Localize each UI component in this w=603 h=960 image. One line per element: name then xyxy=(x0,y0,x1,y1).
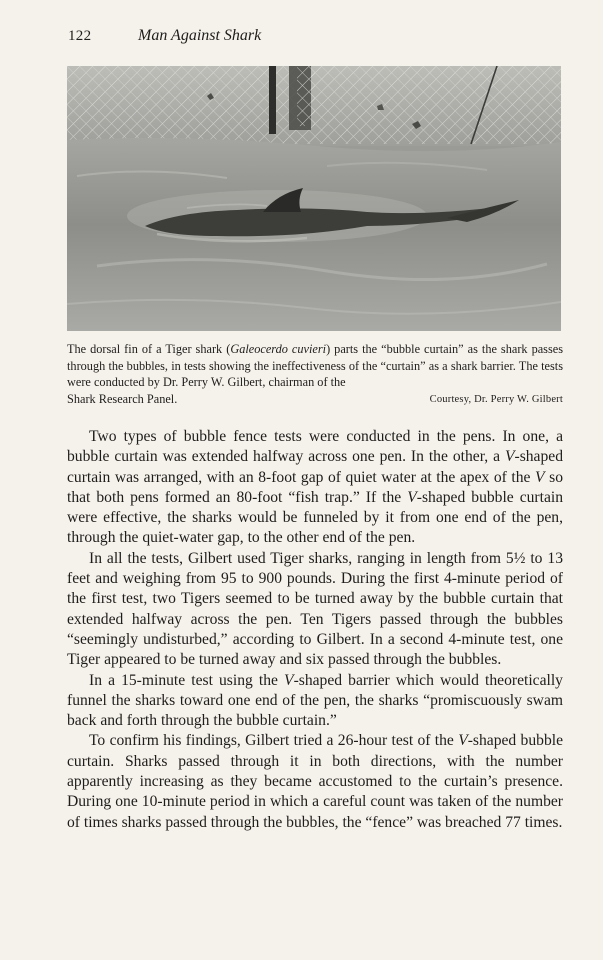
page-header xyxy=(68,26,573,50)
paragraph-1: Two types of bubble fence tests were conducted in the pens. In one, a bubble curtain was extended halfway across one pen. In the other, a V-shaped curtain was arranged, with an 8-foot gap of quiet water at the apex of the V so that both pens formed an 80-foot “fish trap.” If the V-shaped bubble curtain were effective, the sharks would be funneled by it from one end of the pen, through the quiet-water gap, to the other end of the pen. xyxy=(67,428,564,547)
photo-credit: Courtesy, Dr. Perry W. Gilbert xyxy=(429,393,563,405)
page-number: 122 xyxy=(68,28,92,44)
shark-photo xyxy=(67,66,561,331)
paragraph-2: In all the tests, Gilbert used Tiger sharks, ranging in length from 5½ to 13 feet and weighing from 95 to 900 pounds. During the first 4-minute period of the first test, two Tigers seemed to be turned away by the bubble curtain that extended halfway across the pen. Ten Tigers passed through the bubbles “seemingly undisturbed,” according to Gilbert. In a second 4-minute test, one Tiger appeared to be turned away and six passed through the bubbles. xyxy=(67,549,563,669)
caption-last-line: Shark Research Panel. xyxy=(67,391,178,406)
paragraph-4: To confirm his findings, Gilbert tried a 26-hour test of the V-shaped bubble curtain. Sharks passed through it in both directions, with the number apparently increasing as they became accustomed to the curtain’s presence. During one 10-minute period in which a careful count was taken of the number of times sharks passed through the bubbles, the “fence” was breached 77 times. xyxy=(67,732,564,831)
body-text xyxy=(67,427,563,833)
caption-credit-line xyxy=(67,391,563,407)
paragraph-3: In a 15-minute test using the V-shaped barrier which would theoretically funnel the sharks toward one end of the pen, the sharks “promiscuously swam back and forth through the bubble curtain.” xyxy=(67,671,563,730)
scientific-name: Galeocerdo cuvieri xyxy=(230,342,327,356)
caption-text: The dorsal fin of a Tiger shark (Galeocerdo cuvieri) parts the “bubble curtain” as the shark passes through the bubbles, in tests showing the ineffectiveness of the “curtain” as a shark barrier. The tests were conducted by Dr. Perry W. Gilbert, chairman of the xyxy=(67,342,564,389)
running-title: Man Against Shark xyxy=(138,27,262,44)
shark-photo-illustration xyxy=(67,66,561,331)
figure-caption xyxy=(67,341,563,407)
